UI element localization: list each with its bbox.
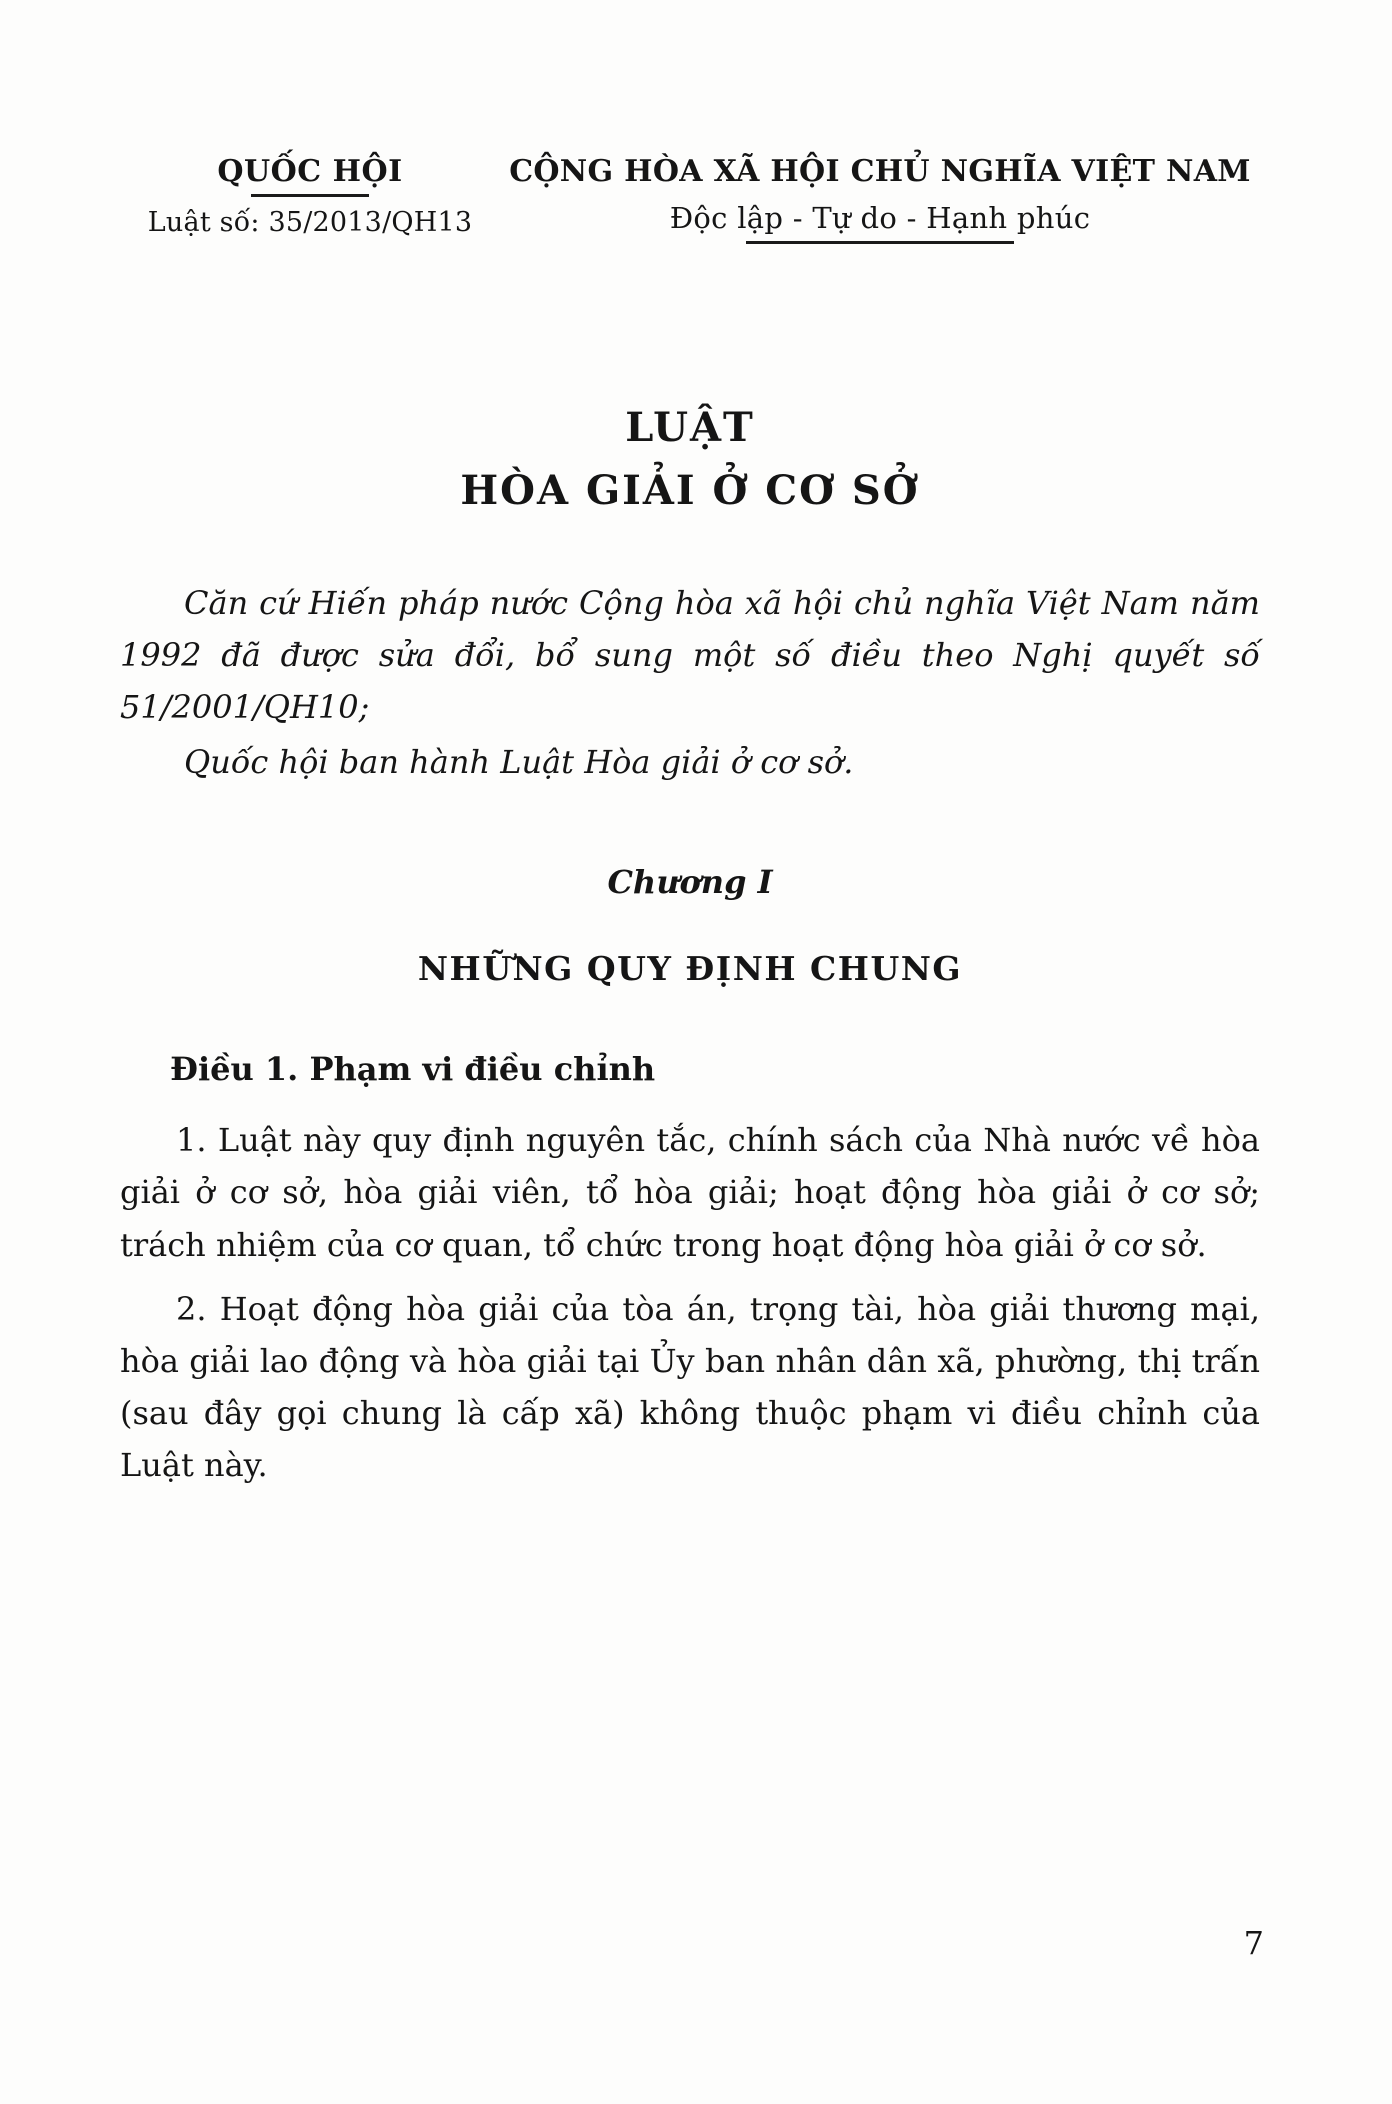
law-number: Luật số: 35/2013/QH13	[147, 207, 473, 238]
letterhead	[120, 150, 1260, 244]
letterhead-left	[120, 150, 500, 238]
page-content	[120, 150, 1260, 1491]
page-number: 7	[1243, 1924, 1264, 1962]
article-body	[120, 1114, 1260, 1491]
chapter-label: Chương I	[607, 863, 773, 902]
preamble	[120, 578, 1260, 789]
issuing-body: QUỐC HỘI	[217, 154, 403, 189]
country-name: CỘNG HÒA XÃ HỘI CHỦ NGHĨA VIỆT NAM	[509, 154, 1251, 189]
article-clause: 2. Hoạt động hòa giải của tòa án, trọng tài, hòa giải thương mại, hòa giải lao động và hòa giải tại Ủy ban nhân dân xã, phường, thị trấn (sau đây gọi chung là cấp xã) không thuộc phạm vi điều chỉnh của Luật này.	[120, 1289, 1260, 1485]
chapter-block	[120, 863, 1260, 988]
title-line-2: HÒA GIẢI Ở CƠ SỞ	[460, 467, 920, 514]
preamble-paragraph: Căn cứ Hiến pháp nước Cộng hòa xã hội chủ nghĩa Việt Nam năm 1992 đã được sửa đổi, bổ sung một số điều theo Nghị quyết số 51/2001/QH10;	[120, 584, 1260, 726]
letterhead-divider-left	[251, 194, 369, 197]
chapter-title: NHỮNG QUY ĐỊNH CHUNG	[417, 949, 963, 989]
article-clause: 1. Luật này quy định nguyên tắc, chính sách của Nhà nước về hòa giải ở cơ sở, hòa giải viên, tổ hòa giải; hoạt động hòa giải ở cơ sở; trách nhiệm của cơ quan, tổ chức trong hoạt động hòa giải ở cơ sở.	[120, 1121, 1260, 1264]
letterhead-divider-right	[746, 241, 1014, 244]
letterhead-right	[500, 150, 1260, 244]
document-title	[120, 404, 1260, 514]
preamble-paragraph: Quốc hội ban hành Luật Hòa giải ở cơ sở.	[184, 743, 854, 782]
article-heading: Điều 1. Phạm vi điều chỉnh	[170, 1050, 656, 1089]
title-line-1: LUẬT	[625, 404, 755, 451]
national-motto: Độc lập - Tự do - Hạnh phúc	[669, 201, 1091, 235]
